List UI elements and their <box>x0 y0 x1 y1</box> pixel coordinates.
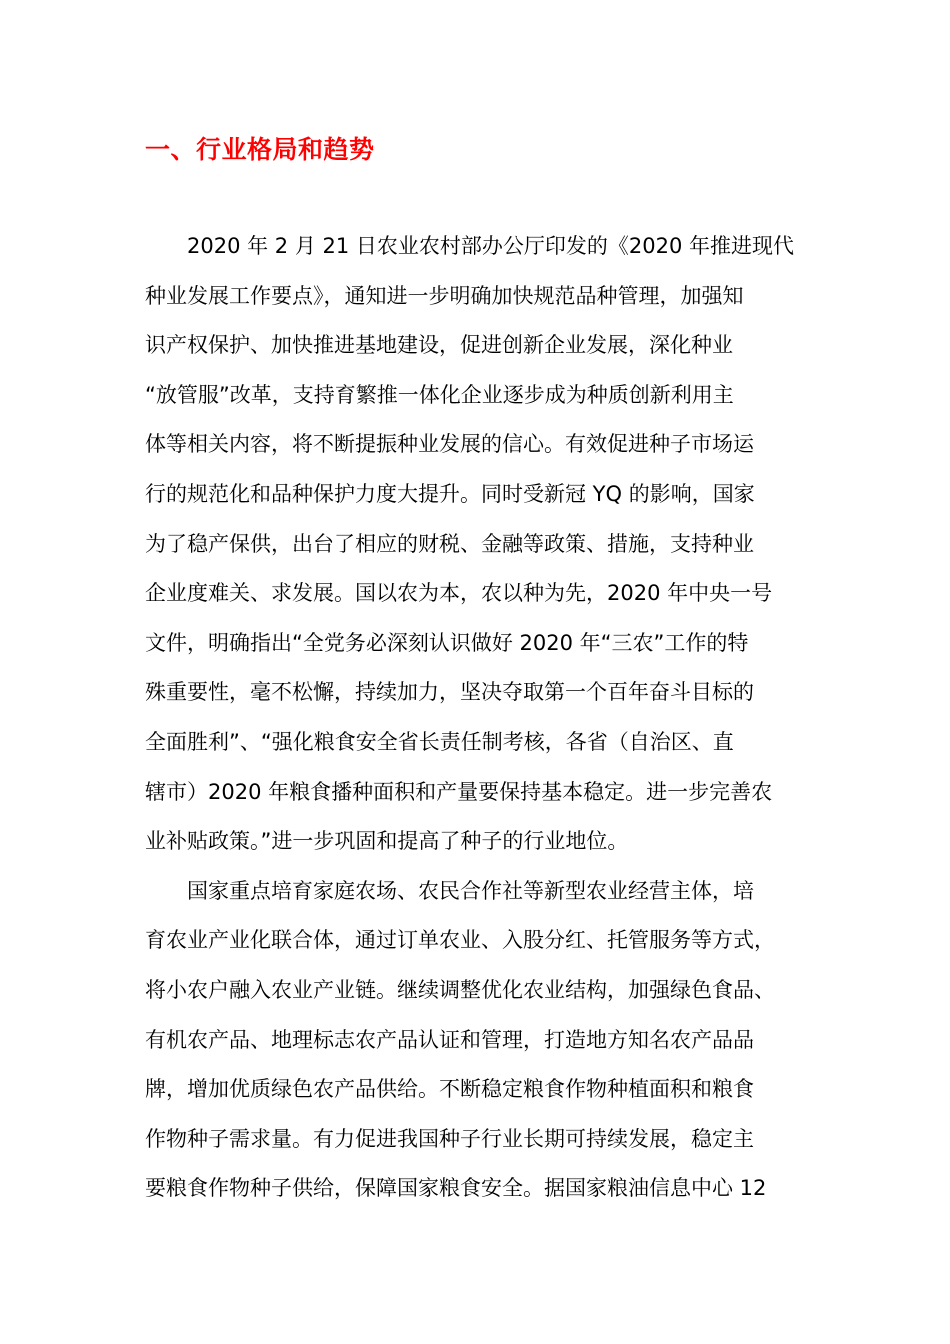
text-line: 全面胜利”、“强化粮食安全省长责任制考核，各省（自治区、直 <box>145 729 734 754</box>
text-line: 行的规范化和品种保护力度大提升。同时受新冠 YQ 的影响，国家 <box>145 481 755 506</box>
text-line: 国家重点培育家庭农场、农民合作社等新型农业经营主体，培 <box>187 878 754 903</box>
text-line: 2020 年 2 月 21 日农业农村部办公厅印发的《2020 年推进现代 <box>187 234 795 258</box>
section-heading: 一、行业格局和趋势 <box>145 135 375 164</box>
text-line: 为了稳产保供，出台了相应的财税、金融等政策、措施，支持种业 <box>145 531 754 556</box>
text-line: 识产权保护、加快推进基地建设，促进创新企业发展，深化种业 <box>145 333 733 358</box>
text-line: 牌，增加优质绿色农产品供给。不断稳定粮食作物种植面积和粮食 <box>145 1077 754 1102</box>
text-line: 企业度难关、求发展。国以农为本，农以种为先，2020 年中央一号 <box>145 581 773 606</box>
body-text <box>145 222 805 1214</box>
text-line: 体等相关内容，将不断提振种业发展的信心。有效促进种子市场运 <box>145 432 754 457</box>
paragraph-1 <box>145 222 805 867</box>
paragraph-2 <box>145 867 805 1214</box>
text-line: “放管服”改革，支持育繁推一体化企业逐步成为种质创新利用主 <box>145 382 734 407</box>
text-line: 辖市）2020 年粮食播种面积和产量要保持基本稳定。进一步完善农 <box>145 779 773 804</box>
text-line: 有机农产品、地理标志农产品认证和管理，打造地方知名农产品品 <box>145 1027 754 1052</box>
text-line: 育农业产业化联合体，通过订单农业、入股分红、托管服务等方式， <box>145 928 775 953</box>
text-line: 要粮食作物种子供给，保障国家粮食安全。据国家粮油信息中心 12 <box>145 1176 767 1201</box>
text-line: 业补贴政策。”进一步巩固和提高了种子的行业地位。 <box>145 829 629 854</box>
text-line: 将小农户融入农业产业链。继续调整优化农业结构，加强绿色食品、 <box>145 977 775 1002</box>
text-line: 文件，明确指出“全党务必深刻认识做好 2020 年“三农”工作的特 <box>145 630 749 655</box>
text-line: 殊重要性，毫不松懈，持续加力，坚决夺取第一个百年奋斗目标的 <box>145 680 754 705</box>
text-line: 种业发展工作要点》，通知进一步明确加快规范品种管理，加强知 <box>145 283 744 308</box>
text-line: 作物种子需求量。有力促进我国种子行业长期可持续发展，稳定主 <box>145 1126 754 1151</box>
